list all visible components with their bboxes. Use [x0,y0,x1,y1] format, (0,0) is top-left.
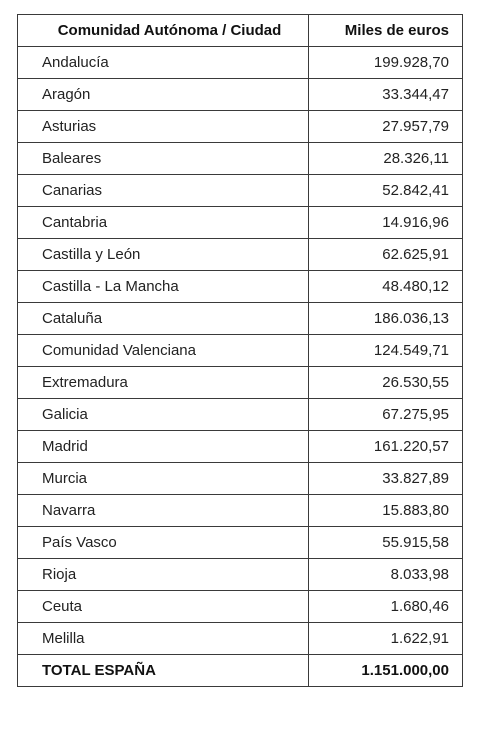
amount-cell: 8.033,98 [309,559,463,591]
amount-cell: 55.915,58 [309,527,463,559]
amount-cell: 15.883,80 [309,495,463,527]
amount-cell: 62.625,91 [309,239,463,271]
region-cell: Galicia [18,399,309,431]
region-cell: Ceuta [18,591,309,623]
table-header-row [18,15,463,47]
table-row [18,143,463,175]
total-amount: 1.151.000,00 [309,655,463,687]
table-row [18,335,463,367]
table-row [18,495,463,527]
region-cell: País Vasco [18,527,309,559]
region-cell: Baleares [18,143,309,175]
amount-cell: 1.622,91 [309,623,463,655]
table-row [18,431,463,463]
table-row [18,207,463,239]
region-cell: Navarra [18,495,309,527]
funding-table [17,14,463,687]
region-cell: Canarias [18,175,309,207]
amount-cell: 199.928,70 [309,47,463,79]
region-cell: Rioja [18,559,309,591]
amount-cell: 52.842,41 [309,175,463,207]
table-row [18,303,463,335]
table-row [18,463,463,495]
table-row [18,79,463,111]
table-row [18,623,463,655]
column-header-amount: Miles de euros [309,15,463,47]
table-row [18,239,463,271]
table-row [18,591,463,623]
total-row [18,655,463,687]
amount-cell: 186.036,13 [309,303,463,335]
column-header-region: Comunidad Autónoma / Ciudad [18,15,309,47]
amount-cell: 161.220,57 [309,431,463,463]
table-row [18,399,463,431]
amount-cell: 28.326,11 [309,143,463,175]
region-cell: Murcia [18,463,309,495]
region-cell: Asturias [18,111,309,143]
region-cell: Andalucía [18,47,309,79]
amount-cell: 14.916,96 [309,207,463,239]
amount-cell: 26.530,55 [309,367,463,399]
table-row [18,559,463,591]
region-cell: Castilla - La Mancha [18,271,309,303]
region-cell: Castilla y León [18,239,309,271]
amount-cell: 48.480,12 [309,271,463,303]
region-cell: Comunidad Valenciana [18,335,309,367]
amount-cell: 124.549,71 [309,335,463,367]
region-cell: Aragón [18,79,309,111]
amount-cell: 67.275,95 [309,399,463,431]
region-cell: Cataluña [18,303,309,335]
region-cell: Extremadura [18,367,309,399]
region-cell: Melilla [18,623,309,655]
amount-cell: 33.344,47 [309,79,463,111]
table-row [18,111,463,143]
table-row [18,175,463,207]
region-cell: Cantabria [18,207,309,239]
amount-cell: 33.827,89 [309,463,463,495]
region-cell: Madrid [18,431,309,463]
table-row [18,47,463,79]
table-row [18,271,463,303]
table-row [18,367,463,399]
amount-cell: 1.680,46 [309,591,463,623]
table-row [18,527,463,559]
amount-cell: 27.957,79 [309,111,463,143]
total-label: TOTAL ESPAÑA [18,655,309,687]
